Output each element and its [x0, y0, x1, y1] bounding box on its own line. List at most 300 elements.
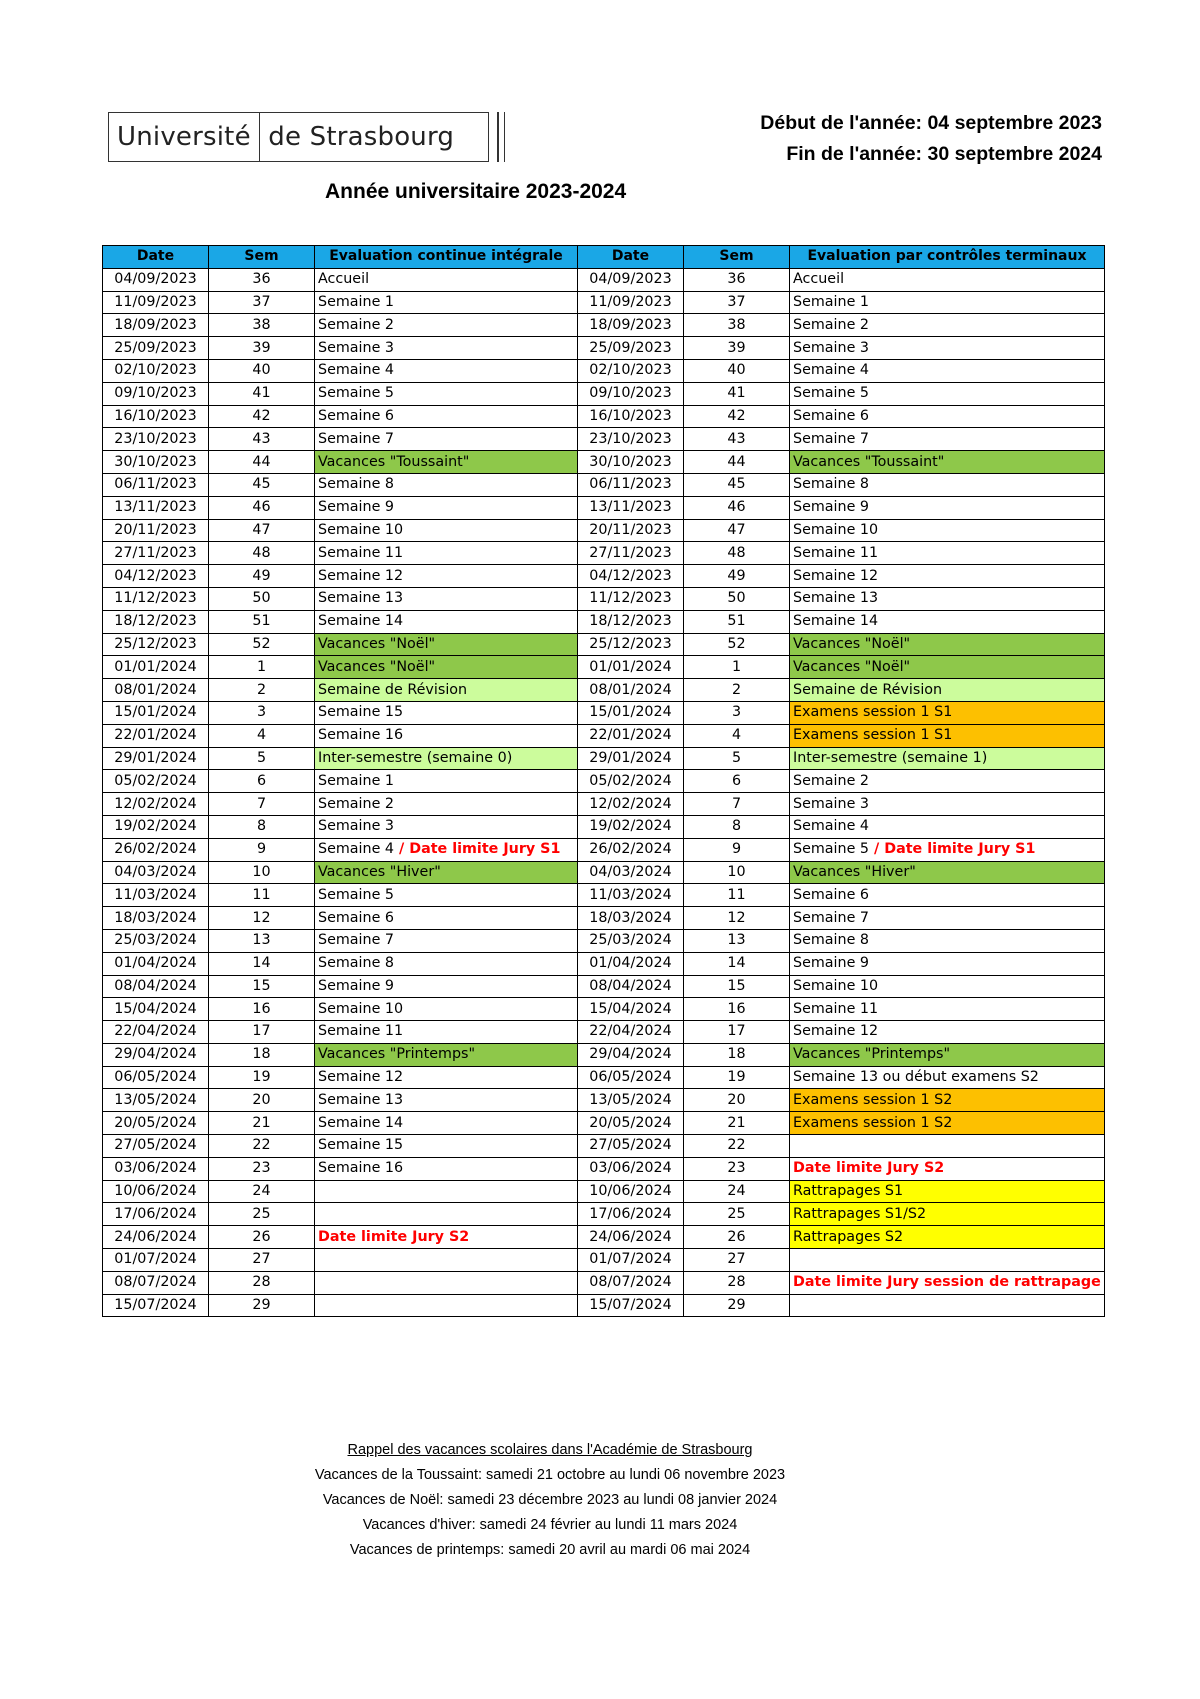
table-row	[103, 975, 1105, 998]
week-cell: 27	[684, 1249, 790, 1272]
date-cell: 06/11/2023	[578, 473, 684, 496]
year-start: Début de l'année: 04 septembre 2023	[760, 112, 1102, 134]
week-cell: 5	[684, 747, 790, 770]
week-cell: 2	[684, 679, 790, 702]
eval-continue-cell	[315, 1043, 578, 1066]
date-cell: 04/12/2023	[578, 565, 684, 588]
eval-text: Semaine 4	[318, 841, 395, 858]
eval-continue-cell	[315, 1249, 578, 1272]
date-cell: 11/09/2023	[578, 291, 684, 314]
header-eval-terminaux: Evaluation par contrôles terminaux	[790, 246, 1105, 269]
week-cell: 25	[684, 1203, 790, 1226]
table-row	[103, 747, 1105, 770]
eval-terminaux-cell	[790, 565, 1105, 588]
week-cell: 28	[209, 1271, 315, 1294]
calendar-table	[102, 245, 1105, 1317]
table-row	[103, 1043, 1105, 1066]
eval-continue-cell	[315, 884, 578, 907]
date-cell: 10/06/2024	[578, 1180, 684, 1203]
eval-continue-cell	[315, 587, 578, 610]
date-cell: 27/05/2024	[578, 1135, 684, 1158]
date-cell: 22/04/2024	[578, 1021, 684, 1044]
table-row	[103, 679, 1105, 702]
eval-terminaux-cell	[790, 359, 1105, 382]
eval-terminaux-cell	[790, 1135, 1105, 1158]
week-cell: 38	[209, 314, 315, 337]
week-cell: 52	[209, 633, 315, 656]
table-row	[103, 815, 1105, 838]
week-cell: 41	[209, 382, 315, 405]
week-cell: 51	[209, 610, 315, 633]
eval-terminaux-cell	[790, 747, 1105, 770]
date-cell: 29/01/2024	[103, 747, 209, 770]
eval-continue-cell	[315, 838, 578, 861]
eval-terminaux-cell	[790, 1203, 1105, 1226]
eval-text: Inter-semestre (semaine 0)	[318, 749, 513, 766]
eval-text: Semaine 12	[793, 567, 879, 584]
eval-text: Semaine 8	[793, 932, 870, 949]
week-cell: 43	[209, 428, 315, 451]
date-cell: 27/11/2023	[578, 542, 684, 565]
eval-terminaux-cell	[790, 1157, 1105, 1180]
eval-terminaux-cell	[790, 1021, 1105, 1044]
eval-text: Semaine 14	[318, 1114, 404, 1131]
table-row	[103, 1112, 1105, 1135]
table-row	[103, 793, 1105, 816]
week-cell: 11	[684, 884, 790, 907]
eval-continue-cell	[315, 314, 578, 337]
year-info	[760, 108, 1102, 170]
week-cell: 15	[209, 975, 315, 998]
week-cell: 22	[209, 1135, 315, 1158]
eval-text: Semaine 11	[793, 1000, 879, 1017]
header-sem-2: Sem	[684, 246, 790, 269]
week-cell: 48	[684, 542, 790, 565]
eval-continue-cell	[315, 565, 578, 588]
date-cell: 18/12/2023	[103, 610, 209, 633]
week-cell: 10	[684, 861, 790, 884]
eval-text: Semaine 8	[318, 955, 395, 972]
date-cell: 11/12/2023	[103, 587, 209, 610]
eval-text: Semaine 2	[318, 795, 395, 812]
eval-text: Semaine 16	[318, 727, 404, 744]
date-cell: 02/10/2023	[103, 359, 209, 382]
eval-terminaux-cell	[790, 291, 1105, 314]
week-cell: 14	[684, 952, 790, 975]
date-cell: 15/04/2024	[103, 998, 209, 1021]
table-row	[103, 1021, 1105, 1044]
date-cell: 13/05/2024	[103, 1089, 209, 1112]
week-cell: 41	[684, 382, 790, 405]
eval-terminaux-cell	[790, 724, 1105, 747]
logo-text-strasbourg: de Strasbourg	[268, 122, 455, 152]
week-cell: 20	[684, 1089, 790, 1112]
week-cell: 21	[209, 1112, 315, 1135]
week-cell: 49	[209, 565, 315, 588]
date-cell: 26/02/2024	[103, 838, 209, 861]
eval-text: Semaine 7	[318, 430, 395, 447]
week-cell: 16	[684, 998, 790, 1021]
eval-terminaux-cell	[790, 838, 1105, 861]
eval-terminaux-cell	[790, 793, 1105, 816]
date-cell: 27/11/2023	[103, 542, 209, 565]
week-cell: 18	[209, 1043, 315, 1066]
date-cell: 17/06/2024	[578, 1203, 684, 1226]
date-cell: 30/10/2023	[103, 451, 209, 474]
eval-continue-cell	[315, 451, 578, 474]
table-row	[103, 633, 1105, 656]
eval-terminaux-cell	[790, 975, 1105, 998]
eval-continue-cell	[315, 1112, 578, 1135]
week-cell: 23	[209, 1157, 315, 1180]
date-cell: 11/09/2023	[103, 291, 209, 314]
week-cell: 4	[684, 724, 790, 747]
date-cell: 29/01/2024	[578, 747, 684, 770]
eval-text: Semaine 8	[318, 476, 395, 493]
table-row	[103, 838, 1105, 861]
university-logo	[108, 112, 505, 162]
table-row	[103, 405, 1105, 428]
date-cell: 11/03/2024	[103, 884, 209, 907]
eval-continue-cell	[315, 1089, 578, 1112]
date-cell: 06/05/2024	[103, 1066, 209, 1089]
date-cell: 08/01/2024	[578, 679, 684, 702]
eval-text: Semaine 5	[318, 385, 395, 402]
eval-text: Vacances "Printemps"	[318, 1046, 476, 1063]
eval-continue-cell	[315, 861, 578, 884]
eval-text: Semaine 6	[793, 407, 870, 424]
eval-text: Vacances "Toussaint"	[793, 453, 945, 470]
eval-text: Semaine 16	[318, 1160, 404, 1177]
week-cell: 8	[209, 815, 315, 838]
table-row	[103, 770, 1105, 793]
eval-text: Semaine 11	[318, 544, 404, 561]
eval-terminaux-cell	[790, 473, 1105, 496]
eval-text: Semaine 13	[793, 590, 879, 607]
table-row	[103, 451, 1105, 474]
date-cell: 25/09/2023	[578, 337, 684, 360]
week-cell: 23	[684, 1157, 790, 1180]
eval-continue-cell	[315, 747, 578, 770]
week-cell: 26	[684, 1226, 790, 1249]
eval-text: Semaine 7	[793, 430, 870, 447]
eval-text: Semaine de Révision	[793, 681, 943, 698]
week-cell: 38	[684, 314, 790, 337]
table-row	[103, 1135, 1105, 1158]
table-row	[103, 587, 1105, 610]
eval-text: Semaine 1	[793, 293, 870, 310]
date-cell: 01/07/2024	[103, 1249, 209, 1272]
eval-continue-cell	[315, 929, 578, 952]
week-cell: 18	[684, 1043, 790, 1066]
eval-terminaux-cell	[790, 382, 1105, 405]
date-cell: 18/09/2023	[578, 314, 684, 337]
week-cell: 37	[209, 291, 315, 314]
eval-terminaux-cell	[790, 679, 1105, 702]
eval-text: Semaine 2	[793, 316, 870, 333]
date-cell: 15/01/2024	[578, 701, 684, 724]
footer-line: Vacances de la Toussaint: samedi 21 octobre au lundi 06 novembre 2023	[314, 1467, 786, 1483]
eval-continue-cell	[315, 633, 578, 656]
eval-text: Semaine 11	[318, 1023, 404, 1040]
eval-text: Semaine 13 ou début examens S2	[793, 1069, 1039, 1086]
eval-text: Semaine 1	[318, 293, 395, 310]
table-row	[103, 998, 1105, 1021]
table-header-row	[103, 246, 1105, 269]
eval-text: Vacances "Noël"	[318, 635, 436, 652]
eval-terminaux-cell	[790, 610, 1105, 633]
eval-continue-cell	[315, 542, 578, 565]
week-cell: 13	[209, 929, 315, 952]
eval-terminaux-cell	[790, 884, 1105, 907]
date-cell: 13/11/2023	[578, 496, 684, 519]
eval-text: Rattrapages S1	[793, 1183, 904, 1200]
week-cell: 3	[684, 701, 790, 724]
date-cell: 29/04/2024	[103, 1043, 209, 1066]
eval-continue-cell	[315, 998, 578, 1021]
date-cell: 20/11/2023	[103, 519, 209, 542]
table-row	[103, 428, 1105, 451]
date-cell: 22/04/2024	[103, 1021, 209, 1044]
eval-text: Semaine 12	[318, 1069, 404, 1086]
eval-text: Vacances "Hiver"	[318, 863, 441, 880]
date-cell: 04/03/2024	[578, 861, 684, 884]
week-cell: 36	[684, 268, 790, 291]
table-row	[103, 1157, 1105, 1180]
eval-continue-cell	[315, 610, 578, 633]
week-cell: 17	[684, 1021, 790, 1044]
eval-text: Semaine 13	[318, 1091, 404, 1108]
eval-text: Semaine 3	[318, 339, 395, 356]
table-row	[103, 884, 1105, 907]
eval-text: Semaine 14	[793, 613, 879, 630]
eval-terminaux-cell	[790, 861, 1105, 884]
eval-terminaux-cell	[790, 770, 1105, 793]
table-row	[103, 359, 1105, 382]
eval-continue-cell	[315, 952, 578, 975]
eval-continue-cell	[315, 815, 578, 838]
eval-text: Semaine 12	[793, 1023, 879, 1040]
eval-terminaux-cell	[790, 496, 1105, 519]
eval-continue-cell	[315, 679, 578, 702]
eval-continue-cell	[315, 907, 578, 930]
eval-terminaux-cell	[790, 428, 1105, 451]
date-cell: 25/03/2024	[103, 929, 209, 952]
date-cell: 09/10/2023	[578, 382, 684, 405]
week-cell: 5	[209, 747, 315, 770]
date-cell: 04/12/2023	[103, 565, 209, 588]
week-cell: 49	[684, 565, 790, 588]
eval-text: Semaine 1	[318, 772, 395, 789]
eval-terminaux-cell	[790, 701, 1105, 724]
eval-text: Semaine 4	[793, 818, 870, 835]
footer-heading: Rappel des vacances scolaires dans l'Académie de Strasbourg	[347, 1442, 753, 1458]
eval-terminaux-cell	[790, 1271, 1105, 1294]
date-cell: 25/09/2023	[103, 337, 209, 360]
eval-terminaux-cell	[790, 314, 1105, 337]
eval-continue-cell	[315, 656, 578, 679]
eval-text: Vacances "Printemps"	[793, 1046, 951, 1063]
week-cell: 15	[684, 975, 790, 998]
eval-text: Semaine 9	[793, 955, 870, 972]
eval-text: Semaine 12	[318, 567, 404, 584]
week-cell: 1	[684, 656, 790, 679]
date-cell: 30/10/2023	[578, 451, 684, 474]
year-end: Fin de l'année: 30 septembre 2024	[786, 143, 1102, 165]
table-row	[103, 473, 1105, 496]
week-cell: 45	[209, 473, 315, 496]
eval-terminaux-cell	[790, 1112, 1105, 1135]
page-title: Année universitaire 2023-2024	[325, 180, 627, 203]
table-row	[103, 496, 1105, 519]
table-row	[103, 565, 1105, 588]
week-cell: 24	[684, 1180, 790, 1203]
eval-text: Date limite Jury S2	[318, 1228, 470, 1245]
week-cell: 25	[209, 1203, 315, 1226]
eval-text: Semaine 2	[318, 316, 395, 333]
table-row	[103, 1294, 1105, 1317]
table-row	[103, 929, 1105, 952]
eval-text: Semaine 6	[318, 909, 395, 926]
eval-continue-cell	[315, 1180, 578, 1203]
eval-terminaux-cell	[790, 1180, 1105, 1203]
date-cell: 09/10/2023	[103, 382, 209, 405]
date-cell: 18/12/2023	[578, 610, 684, 633]
date-cell: 08/07/2024	[103, 1271, 209, 1294]
eval-terminaux-cell	[790, 998, 1105, 1021]
eval-text: Semaine 4	[318, 362, 395, 379]
week-cell: 7	[684, 793, 790, 816]
table-row	[103, 1089, 1105, 1112]
footer-line: Vacances de printemps: samedi 20 avril au mardi 06 mai 2024	[349, 1542, 751, 1558]
eval-text: Semaine 8	[793, 476, 870, 493]
footer-line: Vacances de Noël: samedi 23 décembre 2023 au lundi 08 janvier 2024	[322, 1492, 778, 1508]
eval-text: Semaine 5	[318, 886, 395, 903]
eval-text: Examens session 1 S1	[793, 727, 953, 744]
eval-text: Semaine 10	[318, 1000, 404, 1017]
date-cell: 13/05/2024	[578, 1089, 684, 1112]
eval-continue-cell	[315, 382, 578, 405]
date-cell: 01/01/2024	[578, 656, 684, 679]
week-cell: 40	[209, 359, 315, 382]
week-cell: 27	[209, 1249, 315, 1272]
table-row	[103, 861, 1105, 884]
week-cell: 12	[684, 907, 790, 930]
week-cell: 50	[209, 587, 315, 610]
date-cell: 16/10/2023	[578, 405, 684, 428]
table-row	[103, 1249, 1105, 1272]
date-cell: 01/01/2024	[103, 656, 209, 679]
eval-text: Semaine 6	[793, 886, 870, 903]
eval-continue-cell	[315, 359, 578, 382]
eval-text: Semaine 5	[793, 385, 870, 402]
date-cell: 03/06/2024	[578, 1157, 684, 1180]
deadline-note: / Date limite Jury S1	[869, 841, 1036, 858]
date-cell: 10/06/2024	[103, 1180, 209, 1203]
date-cell: 11/03/2024	[578, 884, 684, 907]
school-holidays-reminder	[0, 1438, 1100, 1563]
eval-terminaux-cell	[790, 337, 1105, 360]
eval-terminaux-cell	[790, 1249, 1105, 1272]
eval-continue-cell	[315, 1157, 578, 1180]
eval-text: Semaine 13	[318, 590, 404, 607]
week-cell: 21	[684, 1112, 790, 1135]
eval-text: Rattrapages S2	[793, 1228, 904, 1245]
date-cell: 20/05/2024	[578, 1112, 684, 1135]
header-date-2: Date	[578, 246, 684, 269]
week-cell: 44	[209, 451, 315, 474]
week-cell: 9	[684, 838, 790, 861]
week-cell: 2	[209, 679, 315, 702]
week-cell: 39	[209, 337, 315, 360]
date-cell: 26/02/2024	[578, 838, 684, 861]
eval-continue-cell	[315, 701, 578, 724]
eval-terminaux-cell	[790, 587, 1105, 610]
eval-continue-cell	[315, 1066, 578, 1089]
table-row	[103, 1203, 1105, 1226]
week-cell: 39	[684, 337, 790, 360]
week-cell: 29	[209, 1294, 315, 1317]
eval-terminaux-cell	[790, 656, 1105, 679]
date-cell: 01/07/2024	[578, 1249, 684, 1272]
eval-continue-cell	[315, 1021, 578, 1044]
date-cell: 20/05/2024	[103, 1112, 209, 1135]
week-cell: 45	[684, 473, 790, 496]
date-cell: 05/02/2024	[578, 770, 684, 793]
eval-text: Semaine 3	[318, 818, 395, 835]
table-row	[103, 542, 1105, 565]
date-cell: 08/04/2024	[578, 975, 684, 998]
date-cell: 23/10/2023	[578, 428, 684, 451]
week-cell: 44	[684, 451, 790, 474]
table-row	[103, 1066, 1105, 1089]
week-cell: 1	[209, 656, 315, 679]
footer-line: Vacances d'hiver: samedi 24 février au lundi 11 mars 2024	[362, 1517, 738, 1533]
eval-text: Semaine 10	[318, 521, 404, 538]
week-cell: 17	[209, 1021, 315, 1044]
date-cell: 24/06/2024	[103, 1226, 209, 1249]
eval-terminaux-cell	[790, 268, 1105, 291]
week-cell: 14	[209, 952, 315, 975]
week-cell: 4	[209, 724, 315, 747]
table-row	[103, 1226, 1105, 1249]
eval-terminaux-cell	[790, 815, 1105, 838]
week-cell: 12	[209, 907, 315, 930]
header-eval-continue: Evaluation continue intégrale	[315, 246, 578, 269]
week-cell: 37	[684, 291, 790, 314]
week-cell: 7	[209, 793, 315, 816]
date-cell: 05/02/2024	[103, 770, 209, 793]
date-cell: 06/11/2023	[103, 473, 209, 496]
eval-text: Semaine 4	[793, 362, 870, 379]
eval-text: Examens session 1 S1	[793, 704, 953, 721]
eval-text: Semaine de Révision	[318, 681, 468, 698]
eval-text: Semaine 3	[793, 795, 870, 812]
date-cell: 08/04/2024	[103, 975, 209, 998]
eval-text: Semaine 9	[793, 499, 870, 516]
date-cell: 08/07/2024	[578, 1271, 684, 1294]
date-cell: 19/02/2024	[578, 815, 684, 838]
eval-continue-cell	[315, 1294, 578, 1317]
date-cell: 16/10/2023	[103, 405, 209, 428]
date-cell: 22/01/2024	[103, 724, 209, 747]
date-cell: 15/07/2024	[578, 1294, 684, 1317]
date-cell: 17/06/2024	[103, 1203, 209, 1226]
week-cell: 20	[209, 1089, 315, 1112]
eval-text: Semaine 10	[793, 977, 879, 994]
eval-continue-cell	[315, 1135, 578, 1158]
week-cell: 19	[209, 1066, 315, 1089]
